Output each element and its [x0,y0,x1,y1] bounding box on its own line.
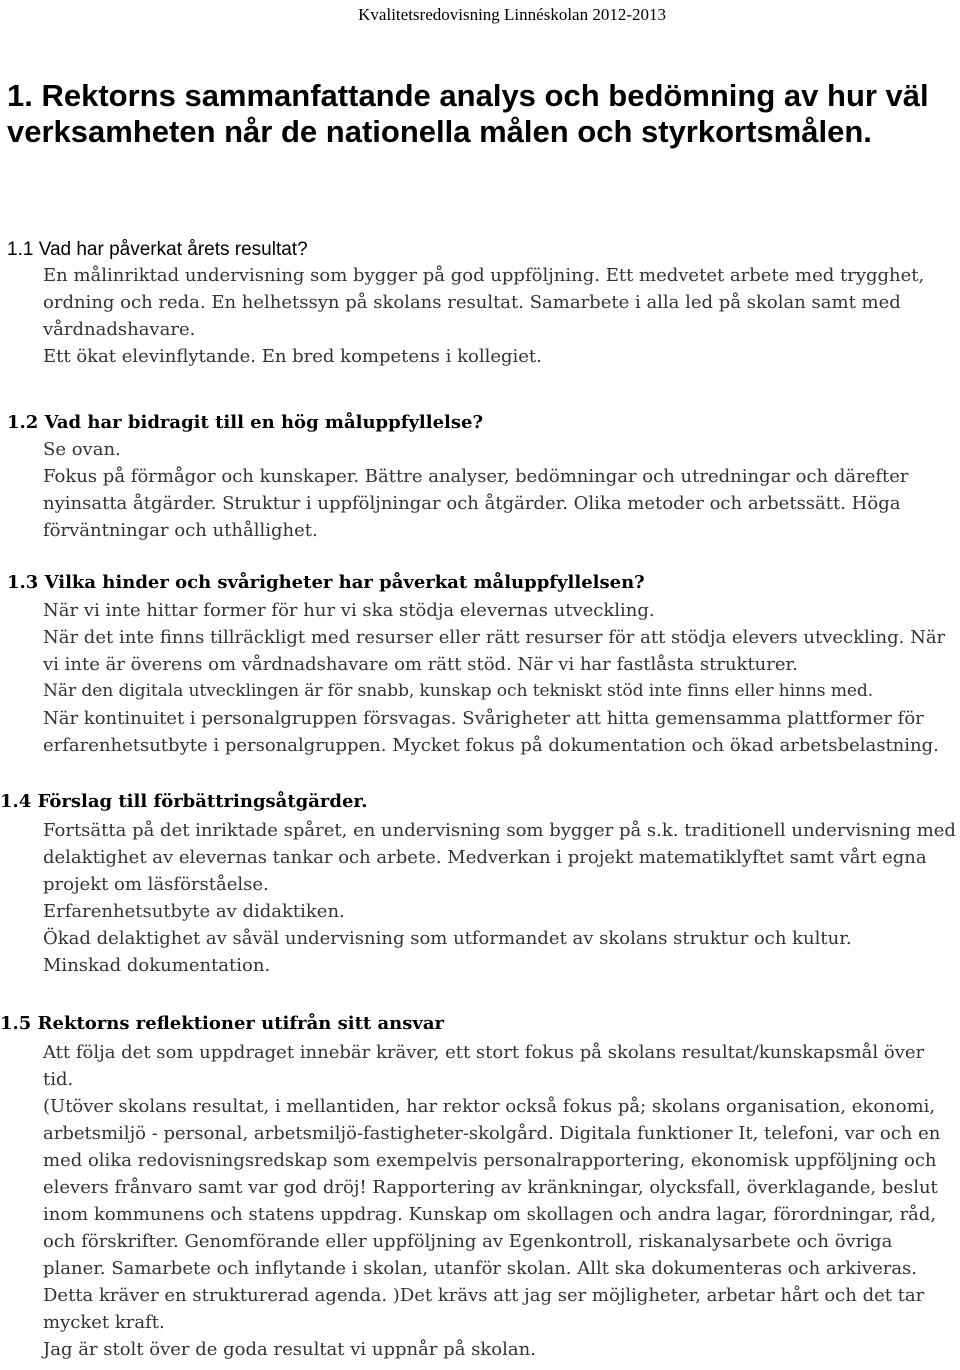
section-body-1-5 [43,1039,959,1363]
paragraph: Fortsätta på det inriktade spåret, en undervisning som bygger på s.k. traditionell undervisning med delaktighet av elevernas tankar och arbete. Medverkan i projekt matematiklyftet samt vårt egna projekt om läsförståelse. [43,820,956,895]
paragraph: När den digitala utvecklingen är för snabb, kunskap och tekniskt stöd inte finns eller hinns med. [43,681,874,701]
section-heading-1-3: 1.3 Vilka hinder och svårigheter har påverkat måluppfyllelsen? [7,572,645,593]
paragraph: Se ovan. [43,439,121,460]
paragraph: (Utöver skolans resultat, i mellantiden, har rektor också fokus på; skolans organisation, ekonomi, arbetsmiljö - personal, arbetsmiljö-fastigheter-skolgård. Digitala funktioner It, telefoni, var och en med olika redovisningsredskap som exempelvis personalrapportering, ekonomisk uppföljning och elevers frånvaro samt var god dröj! Rapportering av kränkningar, olycksfall, överklagande, beslut inom kommunens och statens uppdrag. Kunskap om skollagen och andra lagar, förordningar, råd, och förskrifter. Genomförande eller uppföljning av Egenkontroll, riskanalysarbete och övriga planer. Samarbete och inflytande i skolan, utanför skolan. Allt ska dokumenteras och arkiveras. Detta kräver en strukturerad agenda. )Det krävs att jag ser möjligheter, arbetar hårt och det tar mycket kraft. [43,1096,941,1333]
section-body-1-4 [43,817,959,979]
section-heading-1-4: 1.4 Förslag till förbättringsåtgärder. [0,791,368,812]
paragraph: Jag är stolt över de goda resultat vi uppnår på skolan. [43,1339,536,1360]
paragraph: En målinriktad undervisning som bygger på god uppföljning. Ett medvetet arbete med trygghet, ordning och reda. En helhetssyn på skolans resultat. Samarbete i alla led på skolan samt med vårdnadshavare. [43,265,925,340]
section-body-1-1 [43,262,955,370]
section-heading-1-2: 1.2 Vad har bidragit till en hög måluppfyllelse? [7,412,484,433]
section-heading-1-1: 1.1 Vad har påverkat årets resultat? [7,239,308,260]
section-heading-1-5: 1.5 Rektorns reflektioner utifrån sitt ansvar [0,1013,444,1034]
page-header: Kvalitetsredovisning Linnéskolan 2012-2013 [358,5,666,24]
paragraph: Ett ökat elevinflytande. En bred kompetens i kollegiet. [43,346,542,367]
paragraph: När det inte finns tillräckligt med resurser eller rätt resurser för att stödja elevers utveckling. När vi inte är överens om vårdnadshavare om rätt stöd. När vi har fastlåsta strukturer. [43,627,946,675]
paragraph: När kontinuitet i personalgruppen försvagas. Svårigheter att hitta gemensamma plattformer för erfarenhetsutbyte i personalgruppen. Mycket fokus på dokumentation och ökad arbetsbelastning. [43,708,939,756]
paragraph: Minskad dokumentation. [43,955,271,976]
paragraph: När vi inte hittar former för hur vi ska stödja elevernas utveckling. [43,600,655,621]
section-body-1-3 [43,597,959,759]
paragraph: Fokus på förmågor och kunskaper. Bättre analyser, bedömningar och utredningar och därefter nyinsatta åtgärder. Struktur i uppföljningar och åtgärder. Olika metoder och arbetssätt. Höga förväntningar och uthållighet. [43,466,909,541]
page-title: 1. Rektorns sammanfattande analys och bedömning av hur väl verksamheten når de nationella målen och styrkortsmålen. [7,78,929,149]
paragraph: Erfarenhetsutbyte av didaktiken. [43,901,345,922]
paragraph: Ökad delaktighet av såväl undervisning som utformandet av skolans struktur och kultur. [43,928,852,949]
paragraph: Att följa det som uppdraget innebär kräver, ett stort fokus på skolans resultat/kunskapsmål över tid. [43,1042,925,1090]
section-body-1-2 [43,436,955,544]
